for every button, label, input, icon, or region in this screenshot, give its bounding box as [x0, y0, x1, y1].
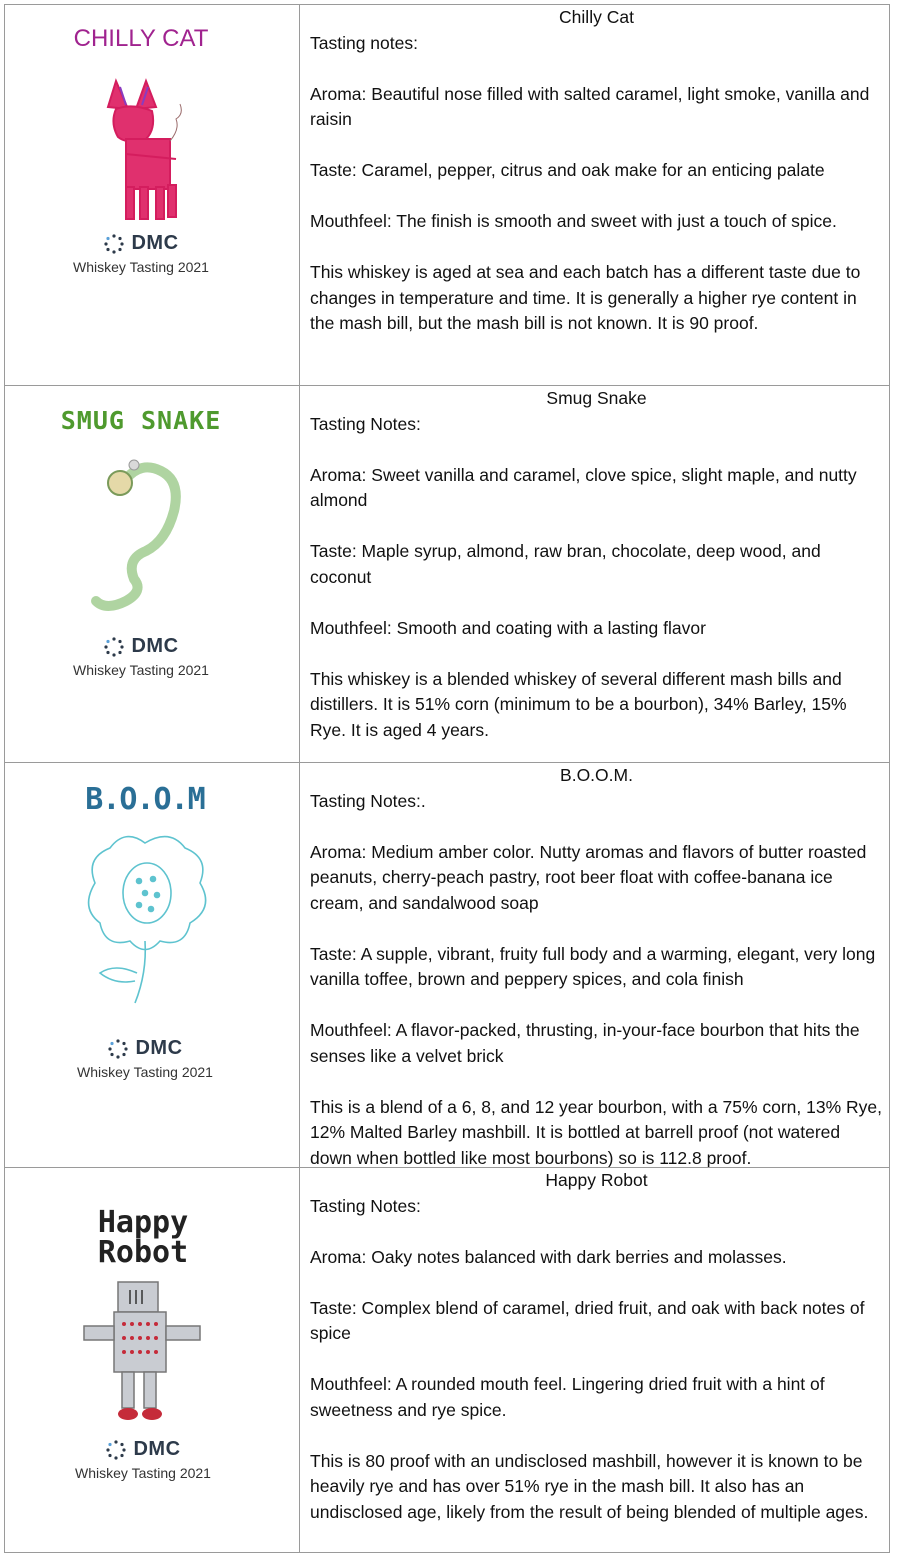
- brand-name: DMC: [131, 635, 179, 657]
- event-name: Whiskey Tasting 2021: [73, 662, 209, 678]
- event-name: Whiskey Tasting 2021: [73, 259, 209, 275]
- bottle-label: [65, 782, 225, 1080]
- taste-text: Taste: Complex blend of caramel, dried fruit, and oak with back notes of spice: [310, 1297, 865, 1343]
- aroma-text: Aroma: Medium amber color. Nutty aromas and flavors of butter roasted peanuts, cherry-peach pastry, root beer float with coffee-banana ice cream, and sandalwood soap: [310, 841, 867, 913]
- brand-block: [71, 232, 211, 275]
- event-name: Whiskey Tasting 2021: [77, 1064, 213, 1080]
- label-cell: [5, 763, 300, 1167]
- bottle-label: [71, 27, 211, 275]
- label-cell: [5, 5, 300, 385]
- dmc-logo-icon: [103, 233, 125, 255]
- dmc-logo-icon: [105, 1439, 127, 1461]
- table-row: [4, 385, 890, 763]
- notes-cell: [300, 5, 889, 385]
- brand-name: DMC: [135, 1037, 183, 1059]
- dmc-logo-icon: [103, 636, 125, 658]
- aroma-text: Aroma: Oaky notes balanced with dark berries and molasses.: [310, 1246, 787, 1267]
- table-row: [4, 1167, 890, 1553]
- bottle-label: [53, 408, 229, 678]
- robot-drawing-icon: [78, 1276, 208, 1426]
- mouthfeel-text: Mouthfeel: Smooth and coating with a lasting flavor: [310, 617, 706, 638]
- notes-heading: Tasting Notes:.: [310, 790, 426, 811]
- whiskey-name: Happy Robot: [545, 1170, 648, 1190]
- brand-block: [53, 635, 229, 678]
- brand-block: [65, 1037, 225, 1080]
- whiskey-name: Smug Snake: [546, 388, 647, 408]
- mouthfeel-text: Mouthfeel: A flavor-packed, thrusting, in-your-face bourbon that hits the senses like a velvet brick: [310, 1020, 860, 1066]
- bottle-label: [63, 1205, 223, 1481]
- dmc-logo-icon: [107, 1038, 129, 1060]
- label-title: Happy Robot: [97, 1205, 189, 1270]
- description-text: This whiskey is a blended whiskey of several different mash bills and distillers. It is 51% corn (minimum to be a bourbon), 34% Barley, 15% Rye. It is aged 4 years.: [310, 668, 847, 740]
- whiskey-name: B.O.O.M.: [560, 765, 633, 785]
- brand-name: DMC: [131, 232, 179, 254]
- description-text: This whiskey is aged at sea and each batch has a different taste due to changes in temperature and time. It is generally a higher rye content in the mash bill, but the mash bill is not known. It is 90 proof.: [310, 262, 861, 333]
- notes-heading: Tasting Notes:: [310, 413, 421, 434]
- notes-cell: [300, 386, 889, 762]
- label-title: B.O.O.M: [85, 782, 205, 817]
- event-name: Whiskey Tasting 2021: [75, 1465, 211, 1481]
- label-title: CHILLY CAT: [73, 25, 209, 52]
- mouthfeel-text: Mouthfeel: A rounded mouth feel. Lingering dried fruit with a hint of sweetness and rye spice.: [310, 1374, 825, 1420]
- mouthfeel-text: Mouthfeel: The finish is smooth and sweet with just a touch of spice.: [310, 211, 837, 231]
- notes-cell: [300, 1168, 889, 1552]
- description-text: This is a blend of a 6, 8, and 12 year bourbon, with a 75% corn, 13% Rye, 12% Malted Barley mashbill. It is bottled at barrell proof (not watered down when bottled like most bourbons) so is 112.8 proof.: [310, 1096, 883, 1168]
- brand-name: DMC: [133, 1438, 181, 1460]
- label-cell: [5, 386, 300, 762]
- notes-cell: [300, 763, 889, 1167]
- taste-text: Taste: Caramel, pepper, citrus and oak make for an enticing palate: [310, 160, 825, 180]
- notes-heading: Tasting Notes:: [310, 1195, 421, 1216]
- table-row: [4, 4, 890, 386]
- snake-drawing-icon: [86, 441, 196, 621]
- whiskey-name: Chilly Cat: [559, 7, 634, 27]
- brand-block: [63, 1438, 223, 1481]
- table-row: [4, 762, 890, 1168]
- label-title: SMUG SNAKE: [60, 406, 222, 435]
- notes-heading: Tasting notes:: [310, 32, 418, 53]
- label-cell: [5, 1168, 300, 1552]
- taste-text: Taste: A supple, vibrant, fruity full body and a warming, elegant, very long vanilla toffee, brown and peppery spices, and cola finish: [310, 943, 876, 989]
- aroma-text: Aroma: Beautiful nose filled with salted caramel, light smoke, vanilla and raisin: [310, 83, 870, 129]
- description-text: This is 80 proof with an undisclosed mashbill, however it is known to be heavily rye and has over 51% rye in the mash bill. It also has an undisclosed age, likely from the result of being blended of multiple ages.: [310, 1450, 869, 1522]
- flower-drawing-icon: [75, 823, 215, 1023]
- taste-text: Taste: Maple syrup, almond, raw bran, chocolate, deep wood, and coconut: [310, 541, 821, 587]
- cat-drawing-icon: [86, 59, 196, 224]
- aroma-text: Aroma: Sweet vanilla and caramel, clove spice, slight maple, and nutty almond: [310, 464, 857, 510]
